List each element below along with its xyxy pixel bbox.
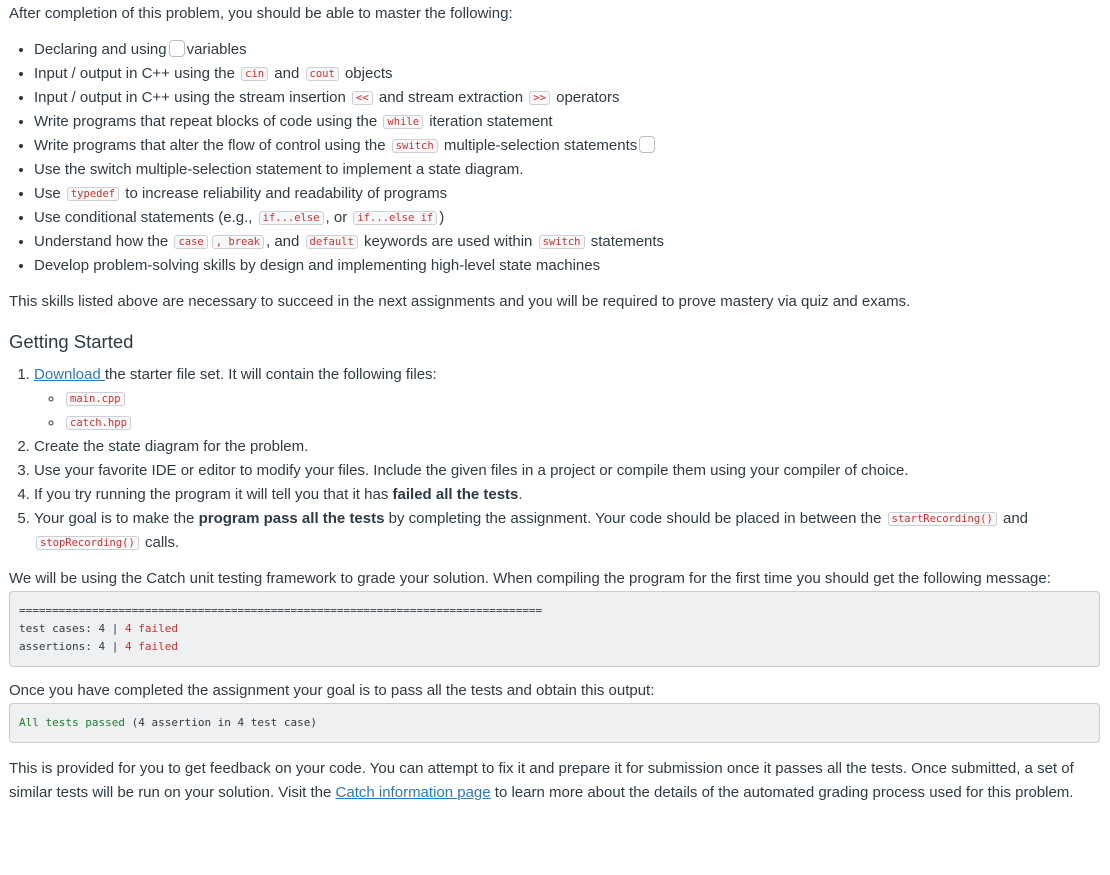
failed-output-block: =============================================================================== test cases: 4 | 4 failed assertions: 4 | 4 failed <box>9 591 1100 667</box>
empty-inline-code <box>639 136 655 153</box>
step-download: 1. Download the starter file set. It will contain the following files: ◦ main.cpp ◦ catch.hpp <box>34 363 1100 435</box>
inline-code: switch <box>392 139 438 153</box>
inline-code: case <box>174 235 207 249</box>
file-catch-hpp: catch.hpp <box>66 416 131 430</box>
list-item: • Input / output in C++ using the stream insertion << and stream extraction >> operators <box>34 86 1100 110</box>
catch-intro-paragraph: We will be using the Catch unit testing framework to grade your solution. When compiling the program for the first time you should get the following message: <box>9 570 1051 587</box>
starter-files-list <box>34 387 1100 435</box>
list-item <box>64 411 1100 435</box>
download-link[interactable]: Download <box>34 366 105 383</box>
list-item: • Input / output in C++ using the cin and cout objects <box>34 62 1100 86</box>
inline-code: << <box>352 91 373 105</box>
step-run: 4. If you try running the program it will tell you that it has failed all the tests. <box>34 483 1100 507</box>
list-item: • Write programs that repeat blocks of code using the while iteration statement <box>34 110 1100 134</box>
learning-goals-list <box>9 38 1100 278</box>
after-paragraph: Once you have completed the assignment your goal is to pass all the tests and obtain this output: <box>9 682 655 699</box>
step-goal: 5. Your goal is to make the program pass all the tests by completing the assignment. Your code should be placed in between the startRecording() and stopRecording() calls. <box>34 507 1100 555</box>
passed-output-block: All tests passed (4 assertion in 4 test case) <box>9 703 1100 743</box>
list-item: • Declaring and using variables <box>34 38 1100 62</box>
list-item: • Use typedef to increase reliability and readability of programs <box>34 182 1100 206</box>
inline-code: switch <box>539 235 585 249</box>
list-item: • Write programs that alter the flow of control using the switch multiple-selection statements <box>34 134 1100 158</box>
inline-code: cout <box>306 67 339 81</box>
file-main-cpp: main.cpp <box>66 392 125 406</box>
inline-code: startRecording() <box>888 512 997 526</box>
step-ide: 3. Use your favorite IDE or editor to modify your files. Include the given files in a project or compile them using your compiler of choice. <box>34 459 1100 483</box>
list-item: • Use conditional statements (e.g., if...else , or if...else if ) <box>34 206 1100 230</box>
inline-code: while <box>383 115 423 129</box>
inline-code: typedef <box>67 187 119 201</box>
skills-paragraph: This skills listed above are necessary to succeed in the next assignments and you will be required to prove mastery via quiz and exams. <box>9 293 911 310</box>
inline-code: , break <box>212 235 264 249</box>
inline-code: stopRecording() <box>36 536 139 550</box>
inline-code: >> <box>529 91 550 105</box>
steps-list <box>9 363 1100 555</box>
list-item: • Understand how the case , break , and default keywords are used within switch statements <box>34 230 1100 254</box>
inline-code: if...else if <box>353 211 437 225</box>
step-state-diagram: 2. Create the state diagram for the problem. <box>34 435 1100 459</box>
list-item <box>64 387 1100 411</box>
intro-text: After completion of this problem, you should be able to master the following: <box>9 5 513 22</box>
catch-info-link[interactable]: Catch information page <box>335 784 491 801</box>
list-item: • Develop problem-solving skills by design and implementing high-level state machines <box>34 254 1100 278</box>
inline-code: default <box>306 235 358 249</box>
empty-inline-code <box>169 40 185 57</box>
inline-code: if...else <box>259 211 324 225</box>
inline-code: cin <box>241 67 268 81</box>
getting-started-heading: Getting Started <box>9 331 134 352</box>
list-item: • Use the switch multiple-selection statement to implement a state diagram. <box>34 158 1100 182</box>
final-paragraph: This is provided for you to get feedback on your code. You can attempt to fix it and prepare it for submission once it passes all the tests. Once submitted, a set of similar tests will be run on your solution. Visit the Catch information page to learn more about the details of the automated grading process used for this problem. <box>9 760 1074 801</box>
